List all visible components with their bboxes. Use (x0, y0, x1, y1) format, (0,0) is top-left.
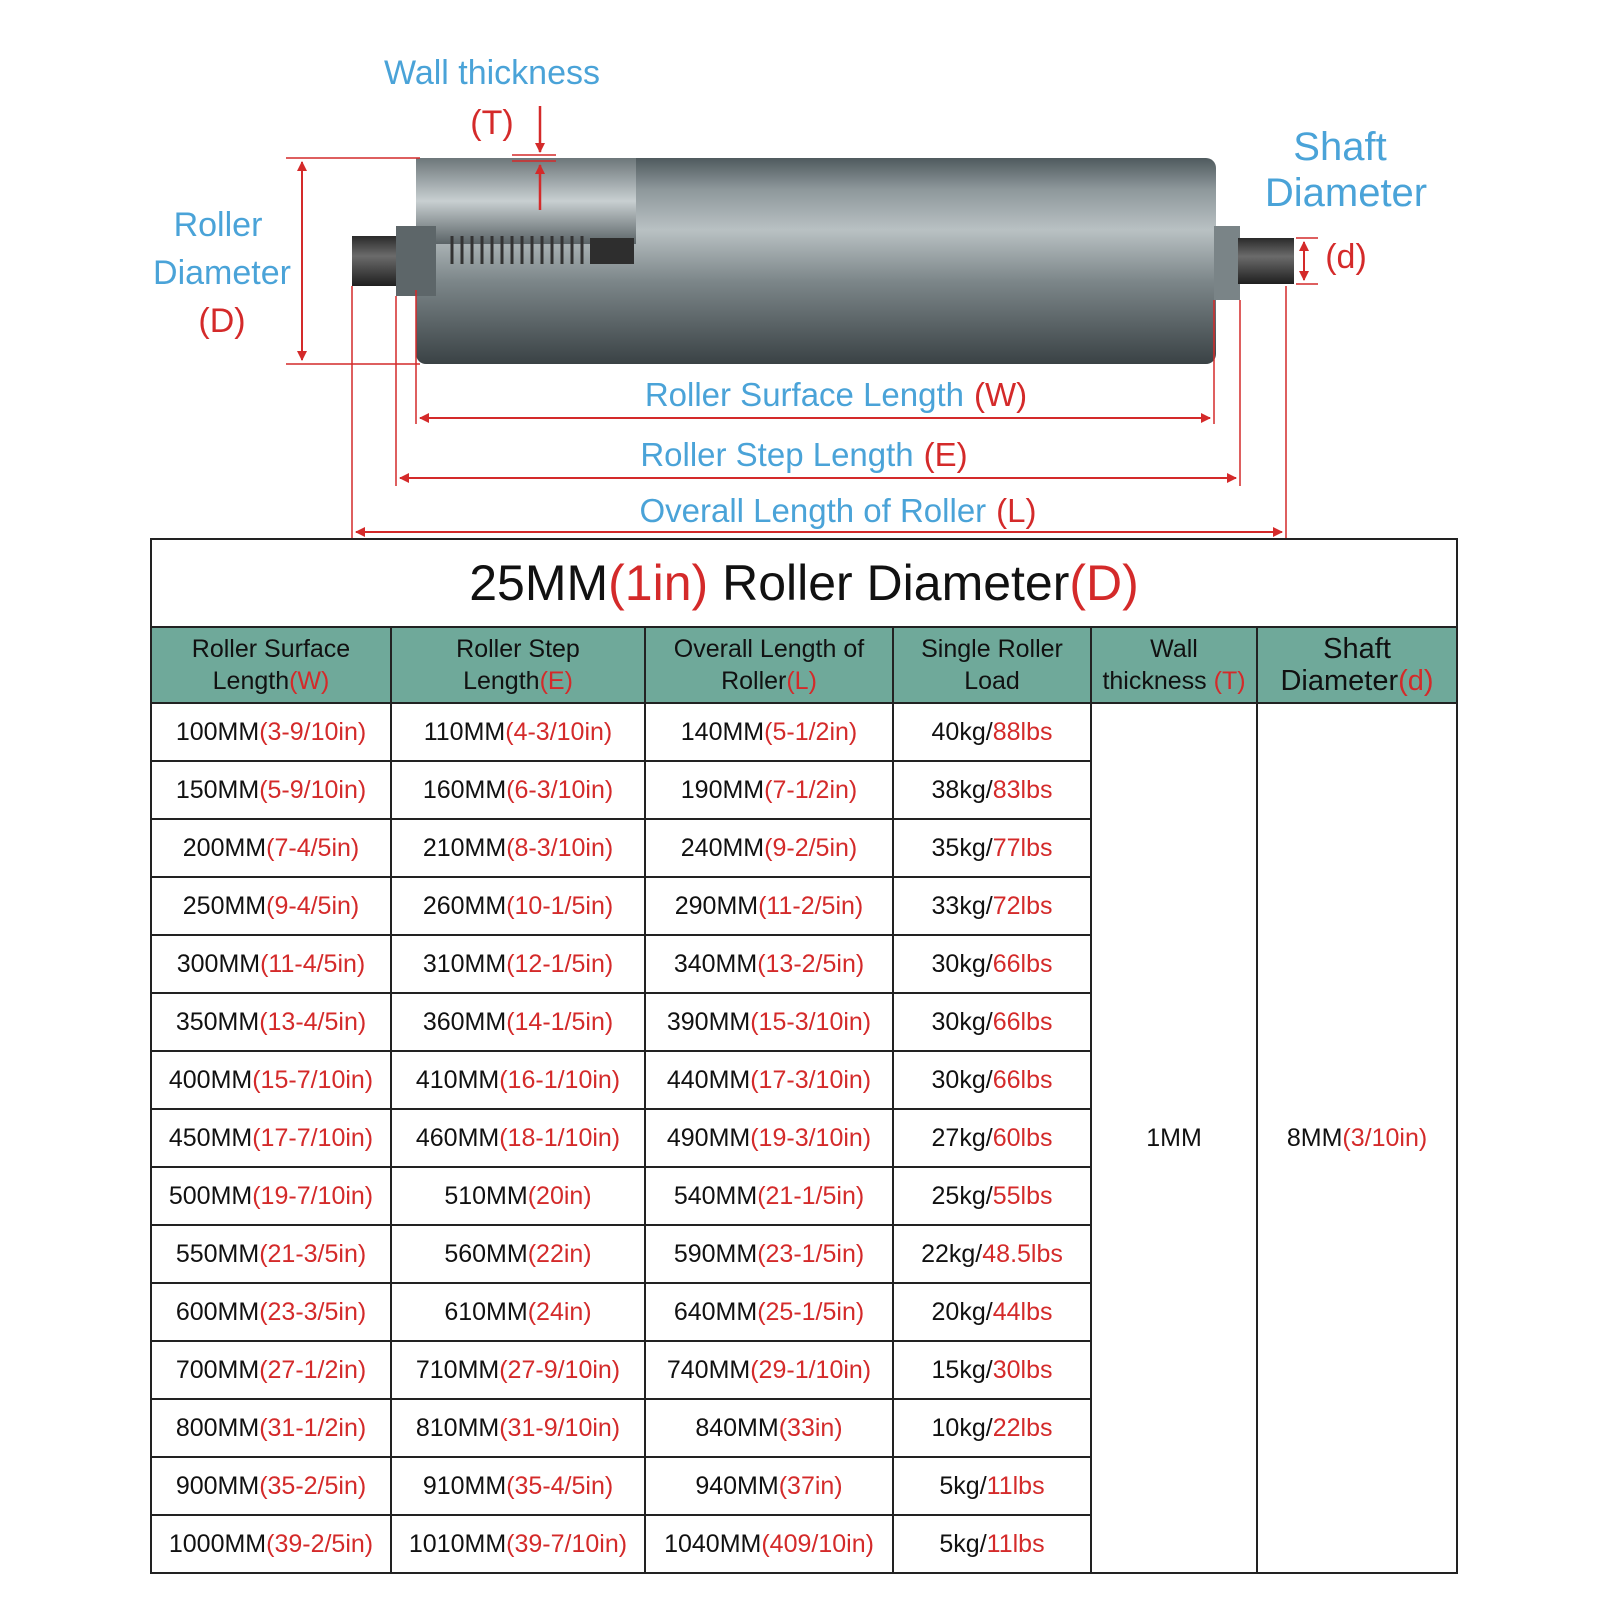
overall-length-cell (645, 761, 893, 819)
header-line2: Load (964, 667, 1020, 695)
overall-length-cell (645, 1109, 893, 1167)
load-cell-alt-unit: 60lbs (992, 1123, 1053, 1152)
step-length-cell (391, 1399, 645, 1457)
overall-length-cell-value: 940MM (695, 1471, 779, 1500)
load-cell-value: 5kg/ (939, 1471, 987, 1500)
surface-length-cell-value: 800MM (175, 1413, 260, 1442)
load-cell-value: 30kg/ (931, 1065, 993, 1094)
step-length-cell-alt-unit: (6-3/10in) (506, 775, 614, 804)
overall-length-cell-alt-unit: (29-1/10in) (750, 1355, 872, 1384)
bearing-housing (396, 226, 436, 296)
overall-length-cell (645, 703, 893, 761)
header-line2: Length (212, 667, 290, 695)
step-length-cell-alt-unit: (14-1/5in) (506, 1007, 614, 1036)
surface-length-cell-value: 350MM (175, 1007, 260, 1036)
right-step (1214, 226, 1240, 300)
step-length-cell (391, 703, 645, 761)
step-length-cell-value: 360MM (422, 1007, 507, 1036)
surface-length-cell (151, 1283, 391, 1341)
surface-length-cell-alt-unit: (17-7/10in) (252, 1123, 374, 1152)
load-cell-alt-unit: 48.5lbs (982, 1239, 1063, 1268)
load-cell (893, 761, 1091, 819)
step-length-cell-alt-unit: (22in) (527, 1239, 592, 1268)
overall-length-cell-alt-unit: (409/10in) (761, 1529, 874, 1558)
load-cell-value: 25kg/ (931, 1181, 993, 1210)
step-length-cell-alt-unit: (16-1/10in) (499, 1065, 621, 1094)
surface-length-cell-value: 500MM (168, 1181, 253, 1210)
overall-length-cell-alt-unit: (11-2/5in) (758, 891, 864, 920)
surface-length-cell-value: 550MM (175, 1239, 260, 1268)
load-cell (893, 1515, 1091, 1573)
surface-length-cell (151, 1399, 391, 1457)
overall-length-cell (645, 877, 893, 935)
surface-length-cell-value: 300MM (176, 949, 261, 978)
header-line1: Roller Step (456, 635, 580, 663)
overall-length-cell-alt-unit: (5-1/2in) (764, 717, 858, 746)
load-cell-alt-unit: 30lbs (992, 1355, 1053, 1384)
load-cell-value: 10kg/ (931, 1413, 993, 1442)
inner-shaft (590, 238, 634, 264)
step-length-cell-value: 560MM (444, 1239, 528, 1268)
step-length-cell-alt-unit: (20in) (527, 1181, 592, 1210)
step-length-cell-value: 310MM (422, 949, 507, 978)
header-shaft-diameter (1257, 627, 1457, 703)
header-wall-thickness (1091, 627, 1257, 703)
surface-length-cell-value: 150MM (175, 775, 260, 804)
step-length-cell-value: 260MM (422, 891, 507, 920)
surface-length-cell-alt-unit: (19-7/10in) (252, 1181, 374, 1210)
load-cell-value: 20kg/ (931, 1297, 993, 1326)
step-length-label: Roller Step Length (E) (640, 436, 968, 473)
overall-length-cell (645, 819, 893, 877)
overall-length-cell-alt-unit: (19-3/10in) (750, 1123, 872, 1152)
load-cell (893, 1399, 1091, 1457)
surface-length-cell-value: 450MM (168, 1123, 253, 1152)
surface-length-cell-value: 400MM (168, 1065, 253, 1094)
step-length-cell-value: 460MM (415, 1123, 500, 1152)
step-length-cell (391, 935, 645, 993)
surface-length-cell-alt-unit: (11-4/5in) (260, 949, 366, 978)
overall-length-cell (645, 935, 893, 993)
surface-length-cell-value: 100MM (175, 717, 260, 746)
step-length-cell-alt-unit: (24in) (527, 1297, 592, 1326)
step-length-cell (391, 1341, 645, 1399)
header-line1: Shaft (1323, 633, 1391, 665)
overall-length-label: Overall Length of Roller (L) (639, 492, 1037, 529)
step-length-cell-alt-unit: (10-1/5in) (506, 891, 614, 920)
step-length-cell (391, 1051, 645, 1109)
surface-length-cell-alt-unit: (3-9/10in) (259, 717, 367, 746)
load-cell-value: 15kg/ (931, 1355, 993, 1384)
header-line1: Wall (1150, 635, 1198, 663)
shaft-diameter-value: 8MM (1286, 1123, 1343, 1152)
surface-length-cell-alt-unit: (27-1/2in) (259, 1355, 367, 1384)
overall-length-cell-value: 390MM (666, 1007, 751, 1036)
step-length-cell-alt-unit: (27-9/10in) (499, 1355, 621, 1384)
load-cell (893, 1167, 1091, 1225)
surface-length-cell-alt-unit: (13-4/5in) (259, 1007, 367, 1036)
cutaway-section (416, 158, 636, 244)
surface-length-cell-value: 900MM (175, 1471, 260, 1500)
overall-length-cell (645, 1283, 893, 1341)
header-symbol: (d) (1398, 665, 1434, 697)
table-row (151, 703, 1457, 761)
header-symbol: (W) (289, 667, 330, 695)
overall-length-cell-value: 1040MM (664, 1529, 762, 1558)
load-cell-alt-unit: 77lbs (992, 833, 1053, 862)
step-length-cell (391, 1109, 645, 1167)
step-length-cell-value: 410MM (415, 1065, 500, 1094)
surface-length-cell-alt-unit: (5-9/10in) (259, 775, 367, 804)
wall-thickness-value: 1MM (1146, 1123, 1202, 1152)
table-title (151, 539, 1457, 627)
header-line2: Length (463, 667, 540, 695)
shaft-diameter-label-line1: Shaft (1293, 125, 1387, 169)
surface-length-cell (151, 1109, 391, 1167)
surface-length-cell-value: 200MM (182, 833, 267, 862)
overall-length-cell-value: 640MM (673, 1297, 758, 1326)
overall-length-cell-alt-unit: (21-1/5in) (757, 1181, 865, 1210)
title-unit: (1in) (608, 555, 709, 611)
surface-length-cell (151, 703, 391, 761)
overall-length-cell-value: 140MM (680, 717, 765, 746)
header-symbol: (L) (786, 667, 817, 695)
load-cell-value: 38kg/ (931, 775, 993, 804)
overall-length-cell-alt-unit: (37in) (778, 1471, 843, 1500)
step-length-cell-value: 810MM (415, 1413, 500, 1442)
load-cell (893, 1457, 1091, 1515)
load-cell-value: 40kg/ (931, 717, 993, 746)
overall-length-cell-alt-unit: (23-1/5in) (757, 1239, 865, 1268)
surface-length-cell (151, 761, 391, 819)
step-length-cell-value: 610MM (444, 1297, 528, 1326)
overall-length-cell-value: 440MM (666, 1065, 751, 1094)
header-line1: Overall Length of (673, 635, 865, 663)
surface-length-cell (151, 1341, 391, 1399)
header-symbol: (T) (1213, 667, 1246, 695)
surface-length-cell-value: 1000MM (168, 1529, 267, 1558)
step-length-cell (391, 1515, 645, 1573)
step-length-cell-value: 110MM (423, 717, 506, 746)
load-cell-value: 5kg/ (939, 1529, 987, 1558)
step-length-cell-alt-unit: (39-7/10in) (506, 1529, 628, 1558)
load-cell-value: 30kg/ (931, 949, 993, 978)
surface-length-cell-alt-unit: (21-3/5in) (259, 1239, 367, 1268)
table-body (151, 703, 1457, 1573)
header-single-roller-load (893, 627, 1091, 703)
load-cell-alt-unit: 66lbs (992, 1065, 1053, 1094)
step-length-cell (391, 819, 645, 877)
step-length-cell (391, 1225, 645, 1283)
header-line2: Diameter (1280, 665, 1399, 697)
load-cell-value: 22kg/ (921, 1239, 983, 1268)
overall-length-cell-alt-unit: (25-1/5in) (757, 1297, 865, 1326)
overall-length-cell-value: 490MM (666, 1123, 751, 1152)
step-length-cell-alt-unit: (35-4/5in) (506, 1471, 614, 1500)
surface-length-cell-value: 700MM (175, 1355, 260, 1384)
roller-diameter-label-line2: Diameter (153, 254, 291, 292)
shaft-diameter-alt-unit: (3/10in) (1342, 1123, 1428, 1152)
load-cell-alt-unit: 55lbs (992, 1181, 1053, 1210)
step-length-cell (391, 1457, 645, 1515)
load-cell (893, 993, 1091, 1051)
roller-diameter-symbol: (D) (198, 302, 246, 340)
load-cell-alt-unit: 11lbs (986, 1529, 1045, 1558)
overall-length-cell (645, 993, 893, 1051)
overall-length-cell (645, 1515, 893, 1573)
header-overall-length (645, 627, 893, 703)
step-length-cell-value: 160MM (422, 775, 507, 804)
overall-length-cell-alt-unit: (7-1/2in) (764, 775, 858, 804)
wall-thickness-cell (1091, 703, 1257, 1573)
load-cell-alt-unit: 66lbs (992, 1007, 1053, 1036)
step-length-cell-value: 1010MM (408, 1529, 507, 1558)
step-length-cell-alt-unit: (8-3/10in) (506, 833, 614, 862)
load-cell-alt-unit: 88lbs (992, 717, 1053, 746)
roller-diameter-label-line1: Roller (173, 206, 263, 244)
load-cell-alt-unit: 44lbs (992, 1297, 1053, 1326)
step-length-cell (391, 1283, 645, 1341)
surface-length-cell (151, 1051, 391, 1109)
load-cell-alt-unit: 83lbs (992, 775, 1053, 804)
load-cell (893, 1051, 1091, 1109)
step-length-cell (391, 877, 645, 935)
step-length-cell (391, 761, 645, 819)
surface-length-cell-alt-unit: (39-2/5in) (266, 1529, 374, 1558)
load-cell-value: 33kg/ (931, 891, 993, 920)
load-cell-value: 35kg/ (931, 833, 993, 862)
wall-thickness-symbol: (T) (470, 104, 514, 142)
step-length-cell (391, 993, 645, 1051)
overall-length-cell-value: 340MM (673, 949, 758, 978)
load-cell-value: 30kg/ (931, 1007, 993, 1036)
title-middle: Roller Diameter (708, 555, 1070, 611)
load-cell (893, 935, 1091, 993)
load-cell (893, 1109, 1091, 1167)
overall-length-cell-value: 240MM (680, 833, 765, 862)
header-surface-length (151, 627, 391, 703)
load-cell (893, 1225, 1091, 1283)
load-cell-alt-unit: 11lbs (986, 1471, 1045, 1500)
overall-length-cell-value: 840MM (695, 1413, 779, 1442)
overall-length-cell (645, 1051, 893, 1109)
surface-length-cell (151, 819, 391, 877)
surface-length-cell-alt-unit: (15-7/10in) (252, 1065, 374, 1094)
load-cell-value: 27kg/ (931, 1123, 993, 1152)
surface-length-cell (151, 993, 391, 1051)
header-step-length (391, 627, 645, 703)
overall-length-cell-alt-unit: (17-3/10in) (750, 1065, 872, 1094)
roller-diagram (0, 0, 1600, 540)
title-prefix: 25MM (469, 555, 609, 611)
surface-length-cell (151, 877, 391, 935)
overall-length-cell (645, 1167, 893, 1225)
header-line2: Roller (721, 667, 787, 695)
surface-length-cell (151, 1225, 391, 1283)
load-cell-alt-unit: 66lbs (992, 949, 1053, 978)
load-cell (893, 819, 1091, 877)
step-length-cell-value: 910MM (422, 1471, 507, 1500)
step-length-cell-alt-unit: (4-3/10in) (505, 717, 613, 746)
overall-length-cell (645, 1457, 893, 1515)
step-length-cell-alt-unit: (18-1/10in) (499, 1123, 621, 1152)
load-cell (893, 1283, 1091, 1341)
step-length-cell-alt-unit: (31-9/10in) (499, 1413, 621, 1442)
overall-length-cell (645, 1341, 893, 1399)
step-length-cell-alt-unit: (12-1/5in) (506, 949, 614, 978)
overall-length-cell (645, 1225, 893, 1283)
header-line1: Roller Surface (191, 635, 351, 663)
roller-illustration (352, 158, 1294, 364)
overall-length-cell-alt-unit: (15-3/10in) (750, 1007, 872, 1036)
wall-thickness-label: Wall thickness (383, 54, 601, 92)
overall-length-cell-value: 740MM (666, 1355, 751, 1384)
overall-length-cell (645, 1399, 893, 1457)
load-cell (893, 1341, 1091, 1399)
header-line2: thickness (1102, 667, 1214, 695)
surface-length-cell-alt-unit: (9-4/5in) (266, 891, 360, 920)
step-length-cell-value: 210MM (422, 833, 507, 862)
header-line1: Single Roller (921, 635, 1063, 663)
surface-length-cell-alt-unit: (7-4/5in) (266, 833, 360, 862)
overall-length-cell-value: 590MM (673, 1239, 758, 1268)
shaft-diameter-cell (1257, 703, 1457, 1573)
overall-length-cell-value: 290MM (674, 891, 759, 920)
load-cell-alt-unit: 22lbs (992, 1413, 1053, 1442)
surface-length-cell-alt-unit: (31-1/2in) (259, 1413, 367, 1442)
overall-length-cell-alt-unit: (13-2/5in) (757, 949, 865, 978)
spec-table (150, 538, 1458, 1574)
surface-length-cell (151, 1167, 391, 1225)
surface-length-cell-value: 600MM (175, 1297, 260, 1326)
title-symbol: (D) (1069, 555, 1139, 611)
step-length-cell-value: 710MM (415, 1355, 500, 1384)
right-shaft (1238, 238, 1294, 284)
load-cell-alt-unit: 72lbs (992, 891, 1053, 920)
overall-length-cell-alt-unit: (33in) (778, 1413, 843, 1442)
surface-length-cell (151, 1515, 391, 1573)
overall-length-cell-value: 540MM (673, 1181, 758, 1210)
surface-length-cell-alt-unit: (23-3/5in) (259, 1297, 367, 1326)
overall-length-cell-value: 190MM (680, 775, 765, 804)
header-symbol: (E) (539, 667, 573, 695)
surface-length-cell (151, 935, 391, 993)
shaft-diameter-symbol: (d) (1325, 238, 1367, 276)
shaft-diameter-label-line2: Diameter (1264, 171, 1428, 215)
load-cell (893, 703, 1091, 761)
overall-length-cell-alt-unit: (9-2/5in) (764, 833, 858, 862)
surface-length-label: Roller Surface Length (W) (644, 376, 1028, 413)
step-length-cell (391, 1167, 645, 1225)
load-cell (893, 877, 1091, 935)
surface-length-cell (151, 1457, 391, 1515)
surface-length-cell-value: 250MM (182, 891, 267, 920)
step-length-cell-value: 510MM (444, 1181, 528, 1210)
surface-length-cell-alt-unit: (35-2/5in) (259, 1471, 367, 1500)
